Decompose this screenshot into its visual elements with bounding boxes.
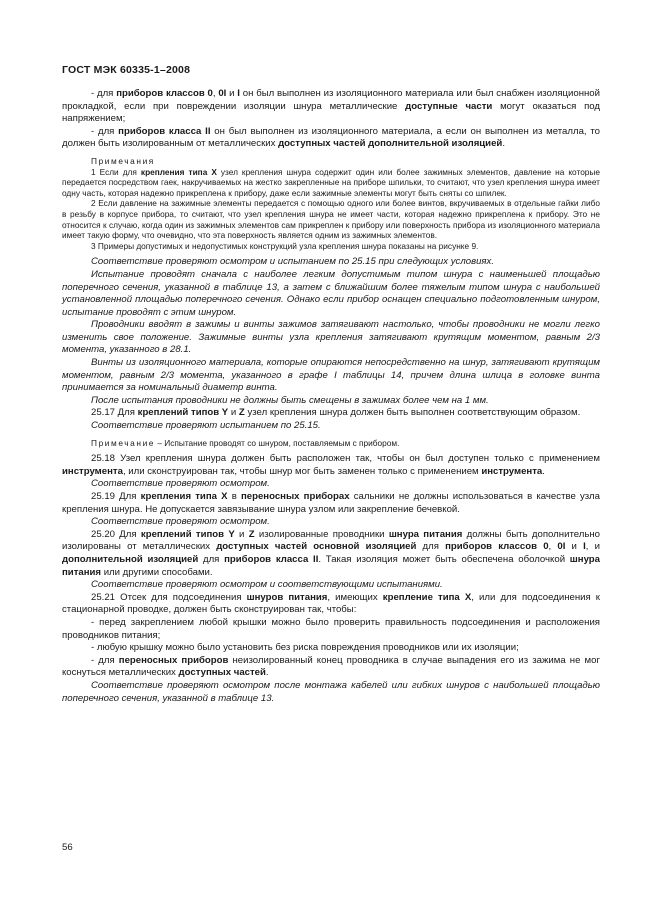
bold-term: крепления типа X: [140, 166, 217, 177]
bold-term: инструмента: [481, 465, 543, 477]
bold-term: 0I: [557, 541, 566, 553]
bold-term: приборов класса II: [118, 125, 211, 137]
clause-25-21-item-3: - для переносных приборов неизолированный конец проводника в случае выпадения его из зажима не мог коснуться металлических доступных частей.: [62, 654, 600, 679]
compliance-text-1: Соответствие проверяют осмотром и испытанием по 25.15 при следующих условиях.: [91, 256, 495, 268]
bold-term: шнура питания: [388, 528, 463, 540]
note-25-17: Примечание – Испытание проводят со шнуром, поставляемым с прибором.: [91, 437, 400, 448]
bold-term: приборов классов 0: [116, 88, 213, 99]
bold-term: I: [237, 88, 240, 99]
clause-25-21-item-2: - любую крышку можно было установить без риска повреждения проводников или их изоляции;: [91, 642, 519, 654]
note-item-1: 1 Если для крепления типа X узел крепления шнура содержит один или более зажимных элементов, давление на которые передается посредством гаек, накручиваемых на жестко закрепленные на приборе шпильки, то считают, что узел крепления шнура имеет одну часть, которая надежно прикреплена к прибору, даже если зажимные элементы могут быть сняты со шпилек.: [62, 166, 600, 198]
bold-term: приборов класса II: [224, 553, 319, 565]
clause-25-18-compliance: Соответствие проверяют осмотром.: [91, 478, 270, 490]
compliance-text-3: Проводники вводят в зажимы и винты зажимов затягивают настолько, чтобы проводники не могли легко изменить свое положение. Зажимные винты узла крепления затягивают крутящим моментом, равным 2/3 момента, указанного в 28.1.: [62, 319, 600, 356]
clause-25-19: 25.19 Для крепления типа X в переносных приборах сальники не должны использоваться в качестве узла крепления шнура. Не допускается завязывание шнура узлом или закрепление бечевкой.: [62, 491, 600, 515]
bold-term: креплений типов Y: [137, 407, 229, 419]
standard-header: ГОСТ МЭК 60335-1–2008: [62, 64, 191, 76]
compliance-text-5: После испытания проводники не должны быть смещены в зажимах более чем на 1 мм.: [91, 394, 489, 406]
bold-term: Z: [248, 528, 255, 540]
bold-term: Z: [238, 407, 245, 419]
bold-term: шнуров питания: [246, 591, 328, 603]
bold-term: дополнительной изоляцией: [62, 553, 199, 565]
bold-term: крепления типа X: [140, 491, 228, 502]
bold-term: доступных частей: [178, 667, 266, 679]
clause-25-17: 25.17 Для креплений типов Y и Z узел крепления шнура должен быть выполнен соответствующим образом.: [91, 407, 581, 419]
bold-term: доступных частей основной изоляцией: [216, 541, 417, 553]
bold-term: приборов классов 0: [445, 541, 549, 553]
bold-term: переносных приборах: [240, 491, 350, 502]
clause-25-20: 25.20 Для креплений типов Y и Z изолированные проводники шнура питания должны быть дополнительно изолированы от металлических доступных частей основной изоляцией для приборов классов 0, 0I и I, и дополнительной изоляцией для приборов класса II. Такая изоляция может быть обеспечена оболочкой шнура питания или другими способами.: [62, 528, 600, 578]
note-item-2: 2 Если давление на зажимные элементы передается с помощью одного или более винтов, вкручиваемых в отдельные гайки либо в резьбу в корпусе прибора, то считают, что узел крепления шнура не имеет части, которая надежно прикреплена к прибору. Это не относится к случаю, когда один из зажимных элементов сам прикреплен к прибору или поверхность прибора из изоляционного материала имеет такую форму, что очевидно, что эта поверхность является одним из зажимных элементов.: [62, 198, 600, 241]
bold-term: 0I: [218, 88, 227, 99]
paragraph-class-2-requirement: - для приборов класса II он был выполнен из изоляционного материала, а если он выполнен из металла, то должен быть изолированным от металлических доступных частей дополнительной изоляцией.: [62, 125, 600, 150]
clause-25-21-item-1: - перед закреплением любой крышки можно было проверить правильность подсоединения и расположения проводников питания;: [62, 616, 600, 641]
clause-25-20-compliance: Соответствие проверяют осмотром и соответствующими испытаниями.: [91, 579, 443, 591]
clause-25-19-compliance: Соответствие проверяют осмотром.: [91, 516, 270, 528]
page-content: [62, 88, 600, 705]
compliance-text-2: Испытание проводят сначала с наиболее легким допустимым типом шнура с наименьшей площадью поперечного сечения, указанной в таблице 13, а затем с ближайшим более тяжелым типом шнура с наибольшей установленной площадью поперечного сечения. Однако если прибор оснащен специально подготовленным шнуром, испытание проводят с этим шнуром.: [62, 268, 600, 318]
clause-25-18: 25.18 Узел крепления шнура должен быть расположен так, чтобы он был доступен только с применением инструмента, или сконструирован так, чтобы шнур мог быть заменен только с применением инструмента.: [62, 453, 600, 477]
note-item-3: 3 Примеры допустимых и недопустимых конструкций узла крепления шнура показаны на рисунке 9.: [91, 240, 479, 251]
bold-term: инструмента: [62, 465, 123, 477]
bold-term: доступные части: [405, 100, 493, 112]
bold-term: креплений типов Y: [140, 528, 235, 540]
note-heading: Примечания: [91, 155, 155, 166]
bold-term: переносных приборов: [118, 654, 229, 666]
clause-25-21-compliance: Соответствие проверяют осмотром после монтажа кабелей или гибких шнуров с наибольшей площадью поперечного сечения, указанной в таблице 13.: [62, 679, 600, 704]
bold-term: доступных частей дополнительной изоляцией: [278, 138, 503, 150]
compliance-text-4: Винты из изоляционного материала, которые опираются непосредственно на шнур, затягивают крутящим моментом, равным 2/3 момента, указанного в графе I таблицы 14, причем длина шлица в головке винта принимается за номинальный диаметр винта.: [62, 357, 600, 394]
bold-term: шнура питания: [62, 553, 600, 578]
clause-25-17-compliance: Соответствие проверяют испытанием по 25.15.: [91, 420, 321, 432]
paragraph-class-0-requirement: - для приборов классов 0, 0I и I он был выполнен из изоляционного материала или был снабжен изоляционной прокладкой, если при повреждении изоляции шнура металлические доступные части могут оказаться под напряжением;: [62, 88, 600, 125]
clause-25-21: 25.21 Отсек для подсоединения шнуров питания, имеющих крепление типа X, или для подсоединения к стационарной проводке, должен быть сконструирован так, чтобы:: [62, 591, 600, 616]
bold-term: I: [583, 541, 586, 553]
bold-term: крепление типа X: [382, 591, 472, 603]
page-number: 56: [62, 842, 73, 853]
